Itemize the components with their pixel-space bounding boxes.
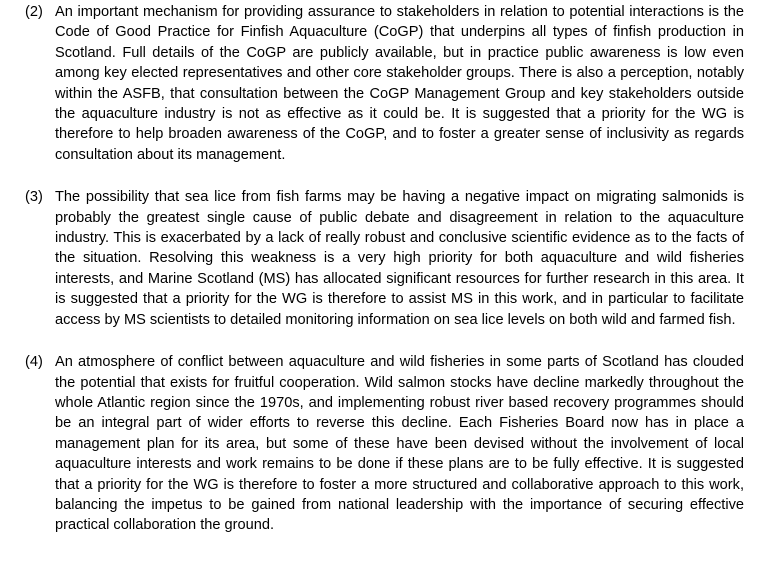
paragraph-text: An atmosphere of conflict between aquaculture and wild fisheries in some parts of Scotland has clouded the potential that exists for fruitful cooperation. Wild salmon stocks have decline markedly throughout the whole Atlantic region since the 1970s, and implementing robust river based recovery programmes should be an integral part of wider efforts to reverse this decline. Each Fisheries Board now has in place a management plan for its area, but some of these have been devised without the involvement of local aquaculture interests and work remains to be done if these plans are to be fully effective. It is suggested that a priority for the WG is therefore to foster a more structured and collaborative approach to this work, balancing the impetus to be gained from national leadership with the importance of securing effective practical collaboration the ground. [55,354,744,534]
paragraph-number: (4) [25,354,43,371]
document-page [0,2,758,558]
paragraph-item [0,352,758,536]
paragraph-item [0,187,758,330]
paragraph-item [0,2,758,165]
paragraph-number: (2) [25,4,43,20]
paragraph-text: An important mechanism for providing assurance to stakeholders in relation to potential interactions is the Code of Good Practice for Finfish Aquaculture (CoGP) that underpins all types of finfish production in Scotland. Full details of the CoGP are publicly available, but in practice public awareness is low even among key elected representatives and other core stakeholder groups. There is also a perception, notably within the ASFB, that consultation between the CoGP Management Group and key stakeholders outside the aquaculture industry is not as effective as it could be. It is suggested that a priority for the WG is therefore to help broaden awareness of the CoGP, and to foster a greater sense of inclusivity as regards consultation about its management. [55,4,744,163]
paragraph-text: The possibility that sea lice from fish farms may be having a negative impact on migrating salmonids is probably the greatest single cause of public debate and disagreement in relation to the aquaculture industry. This is exacerbated by a lack of really robust and conclusive scientific evidence as to the facts of the situation. Resolving this weakness is a very high priority for both aquaculture and wild fisheries interests, and Marine Scotland (MS) has allocated significant resources for further research in this area. It is suggested that a priority for the WG is therefore to assist MS in this work, and in particular to facilitate access by MS scientists to detailed monitoring information on sea lice levels on both wild and farmed fish. [55,189,744,328]
paragraph-number: (3) [25,189,43,206]
